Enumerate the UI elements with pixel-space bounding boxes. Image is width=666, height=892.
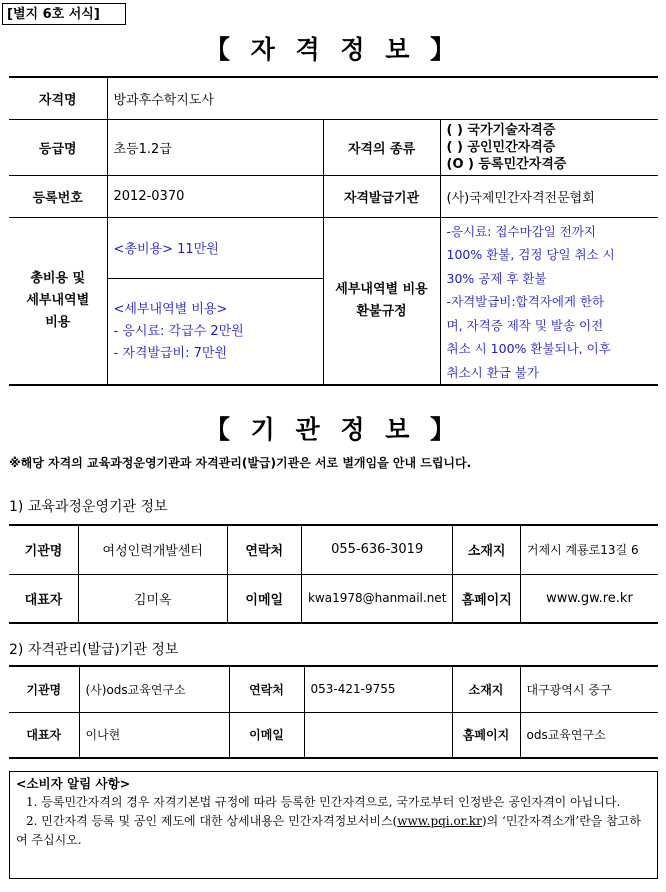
- consumer-notice-title: <소비자 알림 사항>: [16, 776, 131, 791]
- qual-name-value: 방과후수학지도사: [107, 77, 658, 119]
- refund-line: 며, 자격증 제작 및 발송 이전: [446, 317, 604, 333]
- consumer-notice-item-1: 1. 등록민간자격의 경우 자격기본법 규정에 따라 등록한 민간자격으로, 국가로부터 인정받은 공인자격이 아닙니다.: [26, 795, 621, 809]
- refund-line: 취소시 환급 불가: [446, 364, 539, 380]
- cost-details: [107, 279, 323, 385]
- refund-line: 100% 환불, 검정 당일 취소 시: [446, 247, 615, 262]
- org1-contact-label: 연락처: [227, 525, 301, 574]
- refund-line: -응시료: 접수마감일 전까지: [446, 223, 596, 239]
- cost-detail-title: <세부내역별 비용>: [113, 301, 228, 317]
- qual-type-options: [440, 119, 658, 175]
- org2-rep-value: 이나현: [79, 712, 229, 758]
- org1-address-label: 소재지: [453, 525, 521, 574]
- cost-detail-item: - 자격발급비: 7만원: [113, 345, 228, 361]
- type-option-national: ( ) 국가기술자격증: [446, 122, 556, 138]
- org2-name-value: (사)ods교육연구소: [79, 666, 229, 712]
- institution-info-title: 【 기 관 정 보 】: [204, 415, 462, 444]
- org2-home-value: ods교육연구소: [520, 712, 658, 758]
- cost-label-line3: 비용: [45, 314, 71, 330]
- grade-value: 초등1.2급: [107, 119, 323, 175]
- cost-detail-item: - 응시료: 각급수 2만원: [113, 323, 244, 339]
- org2-home-label: 홈페이지: [452, 712, 520, 758]
- org1-email-label: 이메일: [227, 574, 301, 623]
- refund-rules: [440, 217, 658, 385]
- pqi-link[interactable]: www.pqi.or.kr: [397, 814, 482, 828]
- org1-heading: 1) 교육과정운영기관 정보: [9, 499, 168, 515]
- consumer-notice-item-2: [16, 812, 651, 850]
- qualification-info-title: 【 자 격 정 보 】: [204, 35, 462, 64]
- type-option-registered: (O ) 등록민간자격증: [446, 156, 567, 172]
- grade-label: 등급명: [9, 119, 107, 175]
- consumer-notice-item-2-tail: )의 ‘민간자격소개’란을 참고하여 주십시오.: [16, 814, 641, 847]
- org2-email-value: [304, 712, 452, 758]
- org2-address-value: 대구광역시 중구: [520, 666, 658, 712]
- org1-contact-value: 055-636-3019: [301, 525, 452, 574]
- cost-label: [9, 217, 107, 385]
- refund-line: 취소 시 100% 환불되나, 이후: [446, 341, 611, 356]
- issuer-label: 자격발급기관: [323, 175, 440, 217]
- refund-label-line2: 환불규정: [356, 303, 407, 319]
- separate-institutions-notice: ※해당 자격의 교육과정운영기관과 자격관리(발급)기관은 서로 별개임을 안내 드립니다.: [9, 456, 472, 470]
- org2-name-label: 기관명: [9, 666, 79, 712]
- qualification-info-table: [9, 76, 658, 386]
- org2-email-label: 이메일: [229, 712, 304, 758]
- org1-home-label: 홈페이지: [453, 574, 521, 623]
- cost-label-line2: 세부내역별: [26, 292, 90, 308]
- refund-label-line1: 세부내역별 비용: [335, 281, 428, 297]
- org1-table: [9, 524, 658, 624]
- refund-line: -자격발급비:합격자에게 한하: [446, 294, 605, 309]
- consumer-notice-item-2-text: 2. 민간자격 등록 및 공인 제도에 대한 상세내용은 민간자격정보서비스(: [26, 814, 398, 828]
- org2-table: [9, 665, 658, 759]
- form-number-tag: [별지 6호 서식]: [2, 3, 126, 25]
- org1-rep-label: 대표자: [9, 574, 78, 623]
- total-cost: <총비용> 11만원: [107, 217, 323, 279]
- org2-contact-label: 연락처: [229, 666, 304, 712]
- issuer-value: (사)국제민간자격전문협회: [440, 175, 658, 217]
- org2-contact-value: 053-421-9755: [304, 666, 452, 712]
- org1-email-value: kwa1978@hanmail.net: [301, 574, 452, 623]
- qual-type-label: 자격의 종류: [323, 119, 440, 175]
- reg-number-label: 등록번호: [9, 175, 107, 217]
- refund-line: 30% 공제 후 환불: [446, 270, 547, 286]
- org1-name-label: 기관명: [9, 525, 78, 574]
- reg-number-value: 2012-0370: [107, 175, 323, 217]
- org2-heading: 2) 자격관리(발급)기관 정보: [9, 642, 179, 658]
- org1-rep-value: 김미옥: [78, 574, 227, 623]
- org1-address-value: 거제시 계룡로13길 6: [520, 525, 658, 574]
- org1-home-value: www.gw.re.kr: [520, 574, 658, 623]
- consumer-notice-box: [9, 771, 658, 879]
- cost-label-line1: 총비용 및: [30, 270, 86, 286]
- type-option-certified: ( ) 공인민간자격증: [446, 139, 556, 155]
- org2-address-label: 소재지: [452, 666, 520, 712]
- qual-name-label: 자격명: [9, 77, 107, 119]
- org1-name-value: 여성인력개발센터: [78, 525, 227, 574]
- org2-rep-label: 대표자: [9, 712, 79, 758]
- refund-label: [323, 217, 440, 385]
